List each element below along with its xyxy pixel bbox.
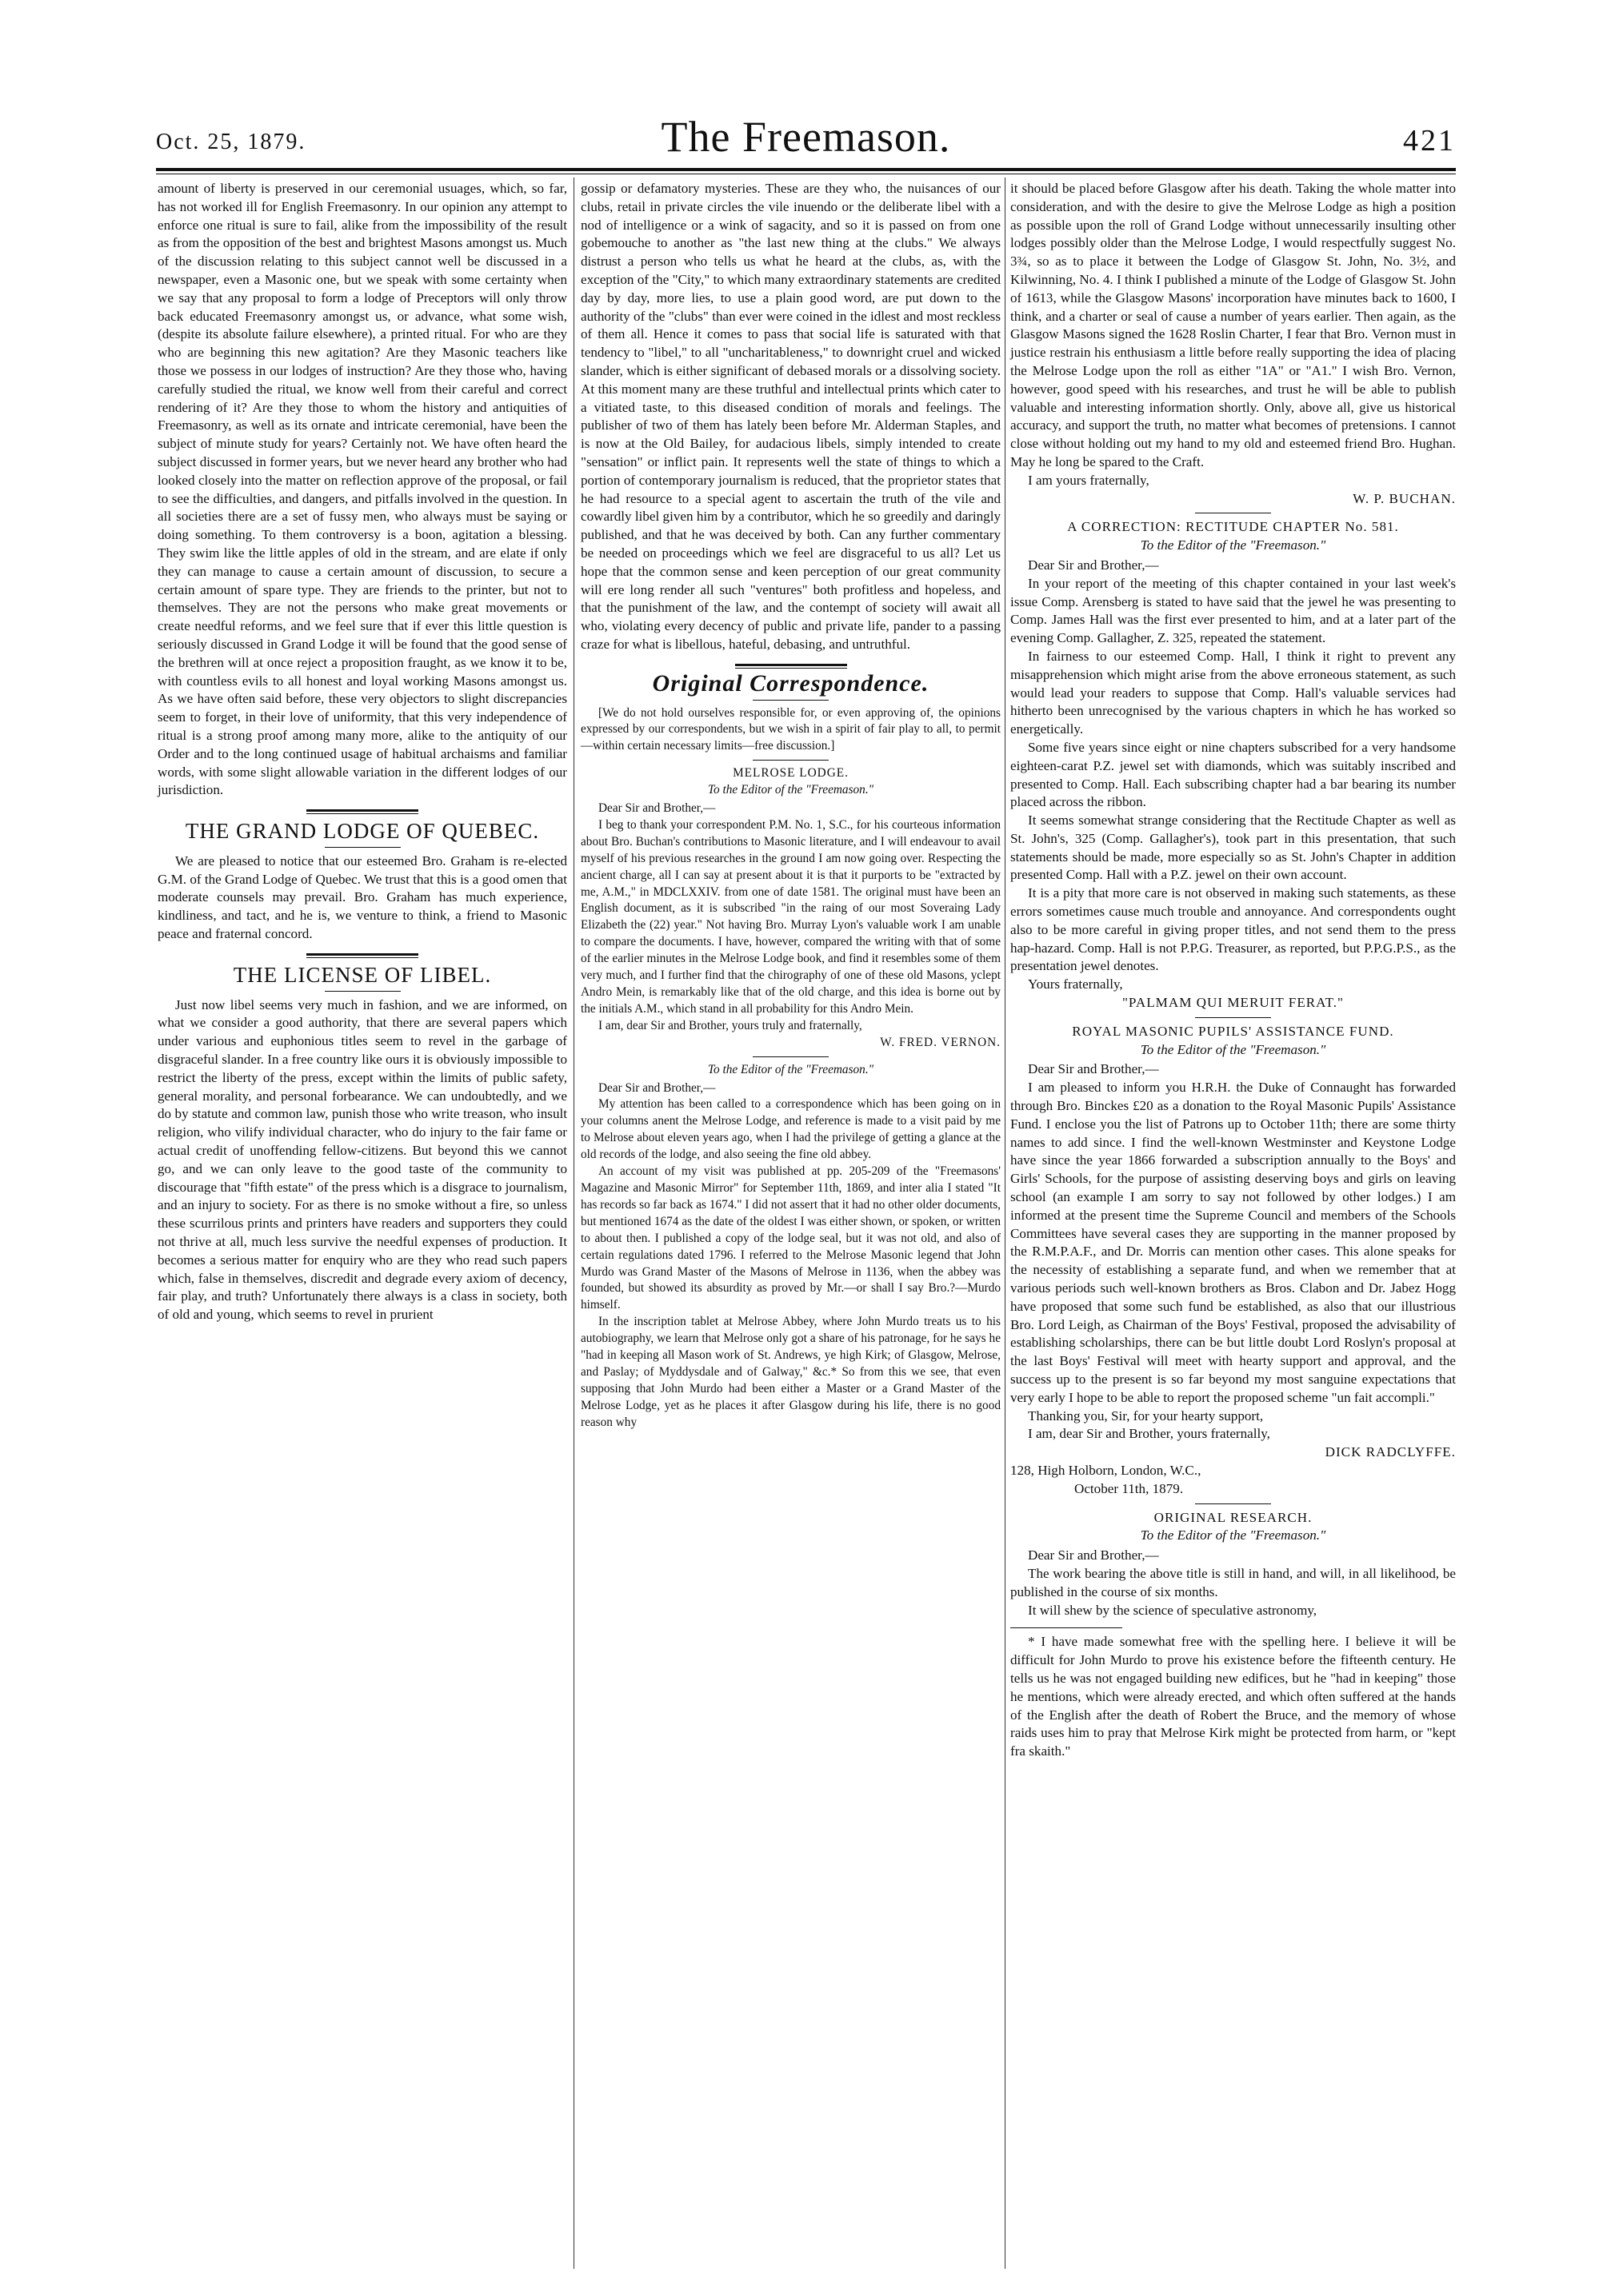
letter-rule <box>753 1056 829 1057</box>
salutation: Dear Sir and Brother,— <box>1028 1547 1159 1563</box>
to-editor-line: To the Editor of the "Freemason." <box>1140 1041 1326 1057</box>
column-3 <box>1010 180 1456 1761</box>
pupils-signature: DICK RADCLYFFE. <box>1325 1444 1456 1460</box>
rectitude-p3: Some five years since eight or nine chapters subscribed for a very handsome eighteen-carat P.Z. jewel set with diamonds, which was suitably inscribed and presented to Comp. Hall. Each subscribing chapter had a bar bearing its number placed across the ribbon. <box>1010 739 1456 810</box>
editorial-disclaimer: [We do not hold ourselves responsible for, or even approving of, the opinions expressed by our correspondents, but we wish in a spirit of fair play to all, to permit—within certain necessary limits—free discussion.] <box>581 705 1001 753</box>
section-divider <box>306 809 418 814</box>
research-p2: It will shew by the science of speculative astronomy, <box>1028 1602 1317 1618</box>
libel-article-continuation: gossip or defamatory mysteries. These are they who, the nuisances of our clubs, retail in private circles the vile inuendo or the deliberate libel with a nod of intelligence or a wink of sagacity, and so it is passed on from one gobemouche to another as "the last new thing at the clubs." We always distrust a person who tells us what he heard at the clubs, as, with the exception of the "City," to which many extraordinary statements are credited day by day, more lies, to use a plain good word, are put down to the authority of the "clubs" than ever were coined in the idlest and most reckless of them all. Hence it comes to pass that social life is saturated with that tendency to "libel," to all "uncharitableness," to downright cruel and wicked slander, which is either significant of debased morals or a dissolving society. At this moment many are these truthful and intellectual prints which cater to a vitiated taste, to this diseased condition of morals and feelings. The publisher of two of them has lately been before Mr. Alderman Staples, and is now at the Old Bailey, for audacious libels, simply intended to create "sensation" or inflict pain. It represents well the state of things to which a portion of contemporary journalism is reduced, that the proprietor states that he had resource to a special agent to ascertain the truth of the vile and cowardly libel given him by a contributor, which he so greedily and daringly published, and that he was deceived by both. Can any further commentary be needed on proceedings which we feel are disgraceful to us all? Let us hope that the common sense and keen perception of our great community will ere long render all such "ventures" both profitless and hopeless, and that the punishment of the law, and the contempt of society will await all who, violating every decency of public and private life, pander to a passing craze for what is libellous, hateful, debasing, and untruthful. <box>581 181 1001 652</box>
buchan-letter-continuation: it should be placed before Glasgow after his death. Taking the whole matter into consideration, and with the desire to give the Melrose Lodge as high a position as possible upon the roll of Grand Lodge without unnecessarily insulting other lodges possibly older than the Melrose Lodge, I would respectfully suggest No. 3¾, so as to place it between the Lodge of Glasgow St. John, No. 3½, and Kilwinning, No. 4. I think I published a minute of the Lodge of Glasgow St. John of 1613, while the Glasgow Masons' incorporation have minutes back to 1600, I think, and a charter or seal of cause a number of years earlier. Then again, as the Glasgow Masons signed the 1628 Roslin Charter, I fear that Bro. Vernon must in justice restrain his enthusiasm a little before really supporting the idea of placing the Melrose Lodge upon the roll as either "1A" or "A1." I wish Bro. Vernon, however, good speed with his researches, and trust he will be able to publish valuable and interesting information shortly. Only, above all, give us historical accuracy, and support the truth, no matter what becomes of pretensions. I cannot close without holding out my hand to my old and esteemed friend Bro. Hughan. May he long be spared to the Craft. <box>1010 181 1456 469</box>
footnote-rule <box>1010 1627 1122 1628</box>
heading-rule <box>753 700 829 701</box>
vernon-closing: I am, dear Sir and Brother, yours truly and fraternally, <box>598 1018 862 1032</box>
column-2 <box>581 180 1001 1432</box>
research-heading: ORIGINAL RESEARCH. <box>1153 1509 1313 1525</box>
melrose-heading: MELROSE LODGE. <box>733 766 849 781</box>
rectitude-signature: "PALMAM QUI MERUIT FERAT." <box>1121 995 1345 1011</box>
to-editor-line: To the Editor of the "Freemason." <box>707 783 874 797</box>
pupils-fund-letter: I am pleased to inform you H.R.H. the Duke of Connaught has forwarded through Bro. Binckes £20 as a donation to the Royal Masonic Pupils' Assistance Fund. I enclose you the list of Patrons up to October 11th; there are some thirty names to add since. I find the well-known Westminster and Keystone Lodge have since the year 1866 forwarded a subscription annually to the Boys' and Girls' Schools, for the purpose of assisting deserving boys and girls on leaving school (an example I am sorry to say not followed by other lodges.) I am informed at the present time the Supreme Council and members of the Schools Committees have several cases they are supporting in the manner proposed by the R.M.P.A.F., and Dr. Morris can mention other cases. This alone speaks for the necessity of establishing a separate fund, and when we remember that at various periods such well-known brothers as Bros. Clabon and Dr. Jabez Hogg have proposed that some such fund be established, as also that our illustrious Bro. Lord Leigh, as Chairman of the Boys' Festival, proposed the advisability of establishing scholarships, there can be but little doubt Lord Roslyn's proposal at the last Boys' Festival will meet with hearty support and approval, and the success up to the present is so far beyond my most sanguine expectations that very early I hope to be able to report the proposed scheme "un fait accompli." <box>1010 1080 1456 1405</box>
buchan-closing: I am yours fraternally, <box>1028 472 1149 488</box>
footnote: * I have made somewhat free with the spelling here. I believe it will be difficult for John Murdo to prove his existence before the fifteenth century. He tells us he was not engaged building new edifices, but he "had in keeping" those he mentions, which were already erected, and which often suffered at the hands of the English after the death of Robert the Bruce, and the memory of whose raids uses him to pray that Melrose Kirk might be protected from harm, or "kept fra skaith." <box>1010 1634 1456 1759</box>
salutation: Dear Sir and Brother,— <box>598 1080 716 1095</box>
page-number: 421 <box>1403 124 1456 158</box>
section-divider <box>306 953 418 958</box>
to-editor-line: To the Editor of the "Freemason." <box>707 1062 874 1076</box>
salutation: Dear Sir and Brother,— <box>1028 557 1159 573</box>
issue-date: Oct. 25, 1879. <box>156 130 306 154</box>
letter-rule <box>1195 1017 1271 1018</box>
to-editor-line: To the Editor of the "Freemason." <box>1140 1527 1326 1543</box>
libel-heading: THE LICENSE OF LIBEL. <box>233 962 492 987</box>
section-divider <box>735 664 847 669</box>
heading-rule <box>325 991 401 992</box>
masthead <box>156 112 1456 160</box>
heading-rule <box>325 847 401 848</box>
masthead-rule <box>156 168 1456 171</box>
libel-article: Just now libel seems very much in fashion, and we are informed, on what we consider a good authority, that there are several papers which under various and euphonious titles seem to revel in the garbage of disgraceful slander. In a free country like ours it is obviously impossible to restrict the liberty of the press, except within the limits of public safety, general morality, and personal forbearance. We can undoubtedly, and we do by statute and common law, punish those who write treason, who insult religion, who vilify individual character, who do injury to the fair fame or actual credit of unoffending fellow-citizens. But beyond this we cannot go, and we can only leave to the good taste of the community to discourage that "fifth estate" of the press which is a disgrace to journalism, and an injury to society. For as there is no smoke without a fire, so unless these scurrilous prints and printers have readers and supporters they could not thrive at all, much less survive the needful expenses of production. It becomes a serious matter for enquiry who are they who read such papers which, false in themselves, discredit and degrade every axiom of decency, fair play, and truth? Unfortunately there always is a class in society, both of old and young, which seems to revel in prurient <box>158 996 567 1323</box>
letter-rule <box>1195 1503 1271 1504</box>
editorial-continuation: amount of liberty is preserved in our ceremonial usuages, which, so far, has not worked ill for English Freemasonry. In our opinion any attempt to enforce one ritual is sure to fail, alike from the impossibility of the result as from the opposition of the best and brightest Masons amongst us. Much of the discussion relating to this subject cannot well be discussed in a newspaper, even a Masonic one, but we speak with some certainty when we say that any proposal to form a lodge of Preceptors will only throw back educated Freemasonry amongst us, or advance, what some wish, (despite its absolute failure elsewhere), a printed ritual. For who are they who are beginning this new agitation? Are they Masonic teachers like those we possess in our lodges of instruction? Are they those who, having carefully studied the ritual, we know well from their careful and correct rendering of it? Are they those to whom the history and antiquities of Freemasonry, as well as its ornate and intricate ceremonial, have been the subject of minute study for years? Certainly not. We have often heard the subject discussed in former years, but we never heard any brother who had looked closely into the matter on reflection approve of the proposal, or fail to see the difficulties, and dangers, and pitfalls involved in the question. In all societies there are a set of fussy men, who always must be saying or doing something. To them controversy is a boon, agitation a blessing. They swim like the little apples of old in the stream, and are elate if only they can manage to cause a certain amount of discussion, to secure a certain amount of spare type. They are friends to the printer, but not to themselves. They are not the persons who make great movements or create needful reforms, and we feel sure that if ever this little question is seriously discussed in Grand Lodge it will be found that the good sense of the brethren will at once reject a proposition fraught, as we know it to be, with countless evils to all honest and loyal working Masons amongst us. As we have often said before, these very objectors to slight discrepancies seem to forget, in their love of uniformity, that this very independence of ritual is a strong proof among many more, alike to the antiquity of our Order and to the long continued usage of habitual archaisms and familiar words, with some slight allowable variation in the different lodges of our jurisdiction. <box>158 181 567 798</box>
heading-rule <box>753 760 829 761</box>
pupils-address: 128, High Holborn, London, W.C., <box>1010 1462 1201 1478</box>
quebec-article: We are pleased to notice that our esteemed Bro. Graham is re-elected G.M. of the Grand Lodge of Quebec. We trust that this is a good omen that moderate counsels may prevail. Bro. Graham has much experience, kindliness, and tact, and he is, we venture to think, a friend to Masonic peace and fraternal concord. <box>158 853 567 942</box>
column-1 <box>158 180 567 1324</box>
rectitude-p5: It is a pity that more care is not observed in making such statements, as these errors sometimes cause much trouble and annoyance. And correspondents ought also to be more careful in giving proper titles, and not send them to the press hap-hazard. Comp. Hall is not P.P.G. Treasurer, as reported, but P.P.G.P.S., as the presentation jewel denotes. <box>1010 885 1456 974</box>
research-p1: The work bearing the above title is still in hand, and will, in all likelihood, be published in the course of six months. <box>1010 1565 1456 1599</box>
vernon-signature: W. FRED. VERNON. <box>880 1035 1001 1049</box>
buchan-letter-p1: My attention has been called to a correspondence which has been going on in your columns anent the Melrose Lodge, and reference is made to a visit paid by me to Melrose about eleven years ago, when I had the privilege of getting a glance at the old records of the lodge, and also seeing the fine old abbey. <box>581 1097 1001 1162</box>
salutation: Dear Sir and Brother,— <box>1028 1061 1159 1077</box>
salutation: Dear Sir and Brother,— <box>598 801 716 816</box>
pupils-fund-heading: ROYAL MASONIC PUPILS' ASSISTANCE FUND. <box>1072 1023 1394 1039</box>
buchan-signature: W. P. BUCHAN. <box>1353 490 1456 506</box>
rectitude-heading: A CORRECTION: RECTITUDE CHAPTER No. 581. <box>1067 519 1399 535</box>
pupils-thanks: Thanking you, Sir, for your hearty support, <box>1028 1408 1264 1424</box>
rectitude-p2: In fairness to our esteemed Comp. Hall, I think it right to prevent any misapprehension which might arise from the above erroneous statement, as such would lead your readers to suppose that Comp. Hall's valuable services had hitherto been unrecognised by the various chapters in which he has worked so energetically. <box>1010 648 1456 737</box>
buchan-letter-p2: An account of my visit was published at pp. 205-209 of the "Freemasons' Magazine and Masonic Mirror" for September 11th, 1869, and inter alia I stated "It has records so far back as 1674." I did not assert that it had no other older documents, but mentioned 1674 as the date of the oldest I was either shown, or spoken, or written to about then. I published a copy of the lodge seal, but it was not old, and also of certain regulations dated 1796. I referred to the Melrose Masonic legend that John Murdo was Grand Master of the Masons of Melrose in 1136, when the abbey was founded, but showed its absurdity as proved by Mr.—or shall I say Bro.?—Murdo himself. <box>581 1164 1001 1312</box>
to-editor-line: To the Editor of the "Freemason." <box>1140 537 1326 553</box>
buchan-letter-p3: In the inscription tablet at Melrose Abbey, where John Murdo treats us to his autobiography, we learn that Melrose only got a share of his patronage, for he says he "had in keeping all Mason work of St. Andrews, ye high Kirk; of Glasgow, Melrose, and Paslay; of Myddysdale and of Galway," &c.* So from this we see, that even supposing that John Murdo had been either a Master or a Grand Master of the Melrose Lodge, yet as he places it after Glasgow during his life, there is no good reason why <box>581 1315 1001 1429</box>
rectitude-closing: Yours fraternally, <box>1028 976 1123 992</box>
quebec-heading: THE GRAND LODGE OF QUEBEC. <box>185 819 540 844</box>
correspondence-heading: Original Correspondence. <box>652 669 929 697</box>
rectitude-p1: In your report of the meeting of this chapter contained in your last week's issue Comp. Arensberg is stated to have said that the jewel he was presenting to Comp. James Hall was the first ever presented to him, and at a later part of the evening Comp. Gallagher, Z. 325, repeated the statement. <box>1010 575 1456 646</box>
vernon-letter: I beg to thank your correspondent P.M. No. 1, S.C., for his courteous information about Bro. Buchan's contributions to Masonic literature, and I will endeavour to avail myself of his previous researches in the ground I am now going over. Respecting the ancient charge, all I can say at present about it is that it purports to be "extracted by me, A.M.," in MDCLXXIV. from one of date 1581. The original must have been an English document, as it is subscribed "in the raing of our most Soveraing Lady Elizabeth the (22) year." Not having Bro. Murray Lyon's valuable work I am unable to compare the documents. I have, however, compared the writing with that of some of the earlier minutes in the Melrose Lodge book, and find it resembles some of them very much, and I further find that the chirography of one of these old Masons, yclept Andro Mein, is remarkably like that of the old charge, and this idea is borne out by the initials A.M., which stand in all probability for this Andro Mein. <box>581 817 1001 1016</box>
rectitude-p4: It seems somewhat strange considering that the Rectitude Chapter as well as St. John's, 325 (Comp. Gallagher's), took part in this presentation, that such statements should be made, more especially so as St. John's Chapter in addition presented Comp. Hall with a P.Z. jewel on their own account. <box>1010 813 1456 883</box>
newspaper-title: The Freemason. <box>661 113 951 161</box>
pupils-closing: I am, dear Sir and Brother, yours fraternally, <box>1028 1426 1270 1442</box>
pupils-date: October 11th, 1879. <box>1074 1480 1184 1496</box>
